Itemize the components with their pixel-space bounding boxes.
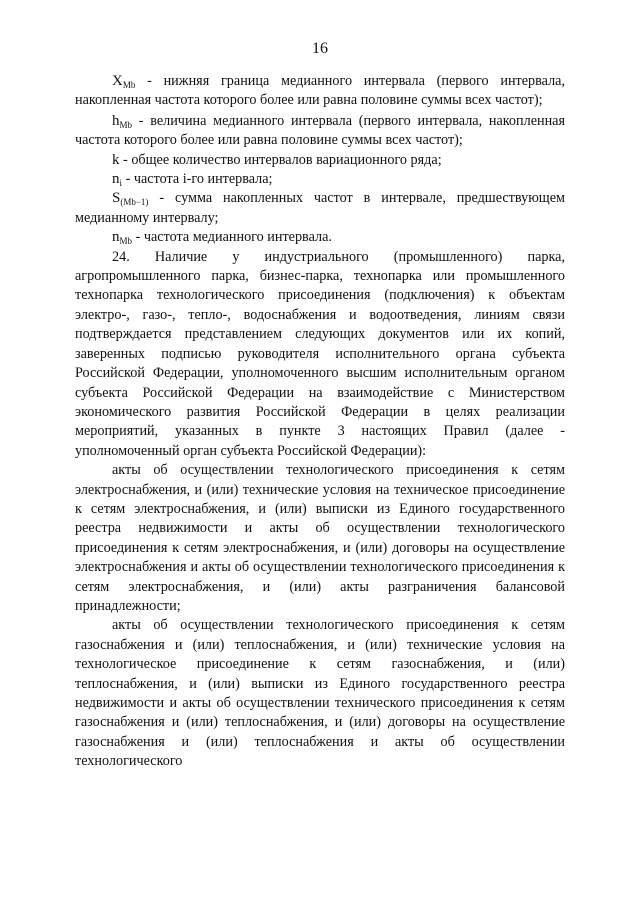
definition-text: - сумма накопленных частот в интервале, предшествующем медианному интервалу;: [75, 190, 565, 226]
paragraph-electricity-acts: акты об осуществлении технологического присоединения к сетям электроснабжения, и (или) технические условия на техническое присоединение к сетям электроснабжения, и (или) выписки из Единого государственного реестра недвижимости и акты об осуществлении технологического присоединения к сетям электроснабжения, и (или) договоры на осуществление электроснабжения и акты об осуществлении технологического присоединения к сетям электроснабжения, и (или) акты разграничения балансовой принадлежности;: [75, 462, 565, 614]
document-body: [75, 72, 565, 772]
definition-k: [75, 151, 565, 170]
paragraph-24: 24. Наличие у индустриального (промышленного) парка, агропромышленного парка, бизнес-парка, технопарка или промышленного технопарка технологического присоединения (подключения) к объектам электро-, газо-, тепло-, водоснабжения и водоотведения, линиям связи подтверждается представлением следующих документов или их копий, заверенных подписью руководителя исполнительного органа субъекта Российской Федерации, уполномоченного высшим исполнительным органом субъекта Российской Федерации на взаимодействие с Министерством экономического развития Российской Федерации в целях реализации мероприятий, указанных в пункте 3 настоящих Правил (далее - уполномоченный орган субъекта Российской Федерации):: [75, 248, 565, 459]
definition-text: - частота i-го интервала;: [122, 171, 273, 188]
definition-text: - нижняя граница медианного интервала (первого интервала, накопленная частота которого более или равна половине суммы всех частот);: [75, 73, 565, 109]
symbol: X: [112, 73, 123, 89]
subscript: Mb: [119, 119, 133, 130]
symbol: S: [112, 190, 121, 207]
symbol: h: [112, 112, 120, 129]
definition-n-i: [75, 170, 565, 189]
definition-n-mb: [75, 228, 565, 247]
definition-x-mb: [75, 72, 565, 111]
definition-text: - общее количество интервалов вариационного ряда;: [119, 151, 442, 168]
symbol: n: [112, 171, 120, 188]
subscript: (Mb−1): [120, 197, 149, 208]
subscript: Mb: [119, 236, 133, 247]
definition-h-mb: [75, 112, 565, 151]
paragraph-gas-heat-acts: акты об осуществлении технологического присоединения к сетям газоснабжения и (или) теплоснабжения, и (или) технические условия на технологическое присоединение к сетям газоснабжения, и (или) теплоснабжения, и (или) выписки из Единого государственного реестра недвижимости и акты об осуществлении технического присоединения к сетям газоснабжения и (или) теплоснабжения, и (или) договоры на осуществление газоснабжения и (или) теплоснабжения и акты об осуществлении технологического: [75, 617, 565, 770]
definition-text: - частота медианного интервала.: [132, 229, 332, 246]
subscript: i: [119, 178, 123, 189]
definition-text: - величина медианного интервала (первого интервала, накопленная частота которого более или равна половине суммы всех частот);: [75, 112, 565, 149]
page-number: 16: [312, 40, 328, 57]
definition-s-mb-1: [75, 189, 565, 228]
subscript: Mb: [122, 80, 136, 90]
symbol: k: [112, 151, 120, 168]
symbol: n: [112, 229, 120, 246]
